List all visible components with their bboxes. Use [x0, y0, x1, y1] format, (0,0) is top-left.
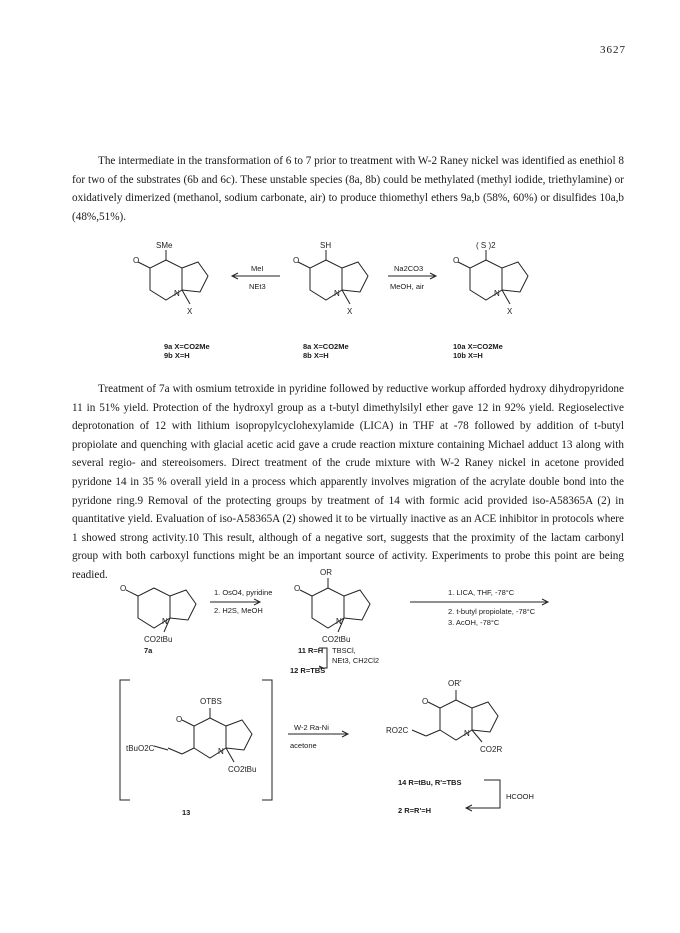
reagent-raney-ni: W-2 Ra-Ni	[294, 723, 329, 732]
reagent-meoh-air: MeOH, air	[390, 282, 425, 291]
label-9b: 9b X=H	[164, 351, 190, 360]
substituent-tbuo2c: tBuO2C	[126, 744, 155, 753]
label-8a: 8a X=CO2Me	[303, 342, 349, 351]
paragraph-methylation	[72, 152, 624, 226]
atom-n: N	[218, 747, 224, 756]
substituent-co2r: CO2R	[480, 745, 503, 754]
substituent-sh: SH	[320, 241, 332, 250]
atom-n: N	[162, 617, 168, 626]
atom-x: X	[187, 307, 193, 316]
atom-x: X	[507, 307, 513, 316]
atom-o: O	[120, 584, 127, 593]
label-11: 11 R=H	[298, 646, 324, 655]
label-10a: 10a X=CO2Me	[453, 342, 503, 351]
atom-x: X	[347, 307, 353, 316]
structure-9	[133, 241, 208, 316]
atom-o: O	[294, 584, 301, 593]
atom-n: N	[336, 617, 342, 626]
label-13: 13	[182, 808, 191, 817]
reagent-mei: MeI	[251, 264, 264, 273]
reagent-na2co3: Na2CO3	[394, 264, 424, 273]
atom-n: N	[494, 289, 500, 298]
atom-n: N	[334, 289, 340, 298]
structure-8	[293, 241, 368, 316]
page-number: 3627	[600, 44, 626, 56]
reagent-net3-ch2cl2: NEt3, CH2Cl2	[332, 656, 380, 665]
atom-o: O	[293, 256, 300, 265]
paragraph-synthesis	[72, 380, 624, 585]
substituent-sme: SMe	[156, 241, 173, 250]
reagent-tbscl: TBSCl,	[332, 646, 356, 655]
atom-o: O	[133, 256, 140, 265]
reagent-step2a: 1. LICA, THF, -78°C	[448, 588, 515, 597]
paragraph-text: The intermediate in the transformation of 6 to 7 prior to treatment with W-2 Raney nickel was identified as enethiol 8 for two of the substrates (6b and 6c). These unstable species (8a, 8b) could be methylated (methyl iodide, triethylamine) or oxidatively dimerized (methanol, sodium carbonate, air) to produce thiomethyl ethers 9a,b (58%, 60%) or disulfides 10a,b (48%,51%).	[72, 155, 624, 223]
label-7a: 7a	[144, 646, 153, 655]
label-9a: 9a X=CO2Me	[164, 342, 210, 351]
structure-7a	[120, 584, 196, 644]
paragraph-text: Treatment of 7a with osmium tetroxide in pyridine followed by reductive workup afforded hydroxy dihydropyridone 11 in 51% yield. Protection of the hydroxyl group as a t-butyl dimethylsilyl ether gave 12 in 92% yield. Regioselective deprotonation of 12 with lithium isopropylcyclohexylamide (LICA) in THF at -78 followed by addition of t-butyl propiolate and quenching with glacial acetic acid gave a crude reaction mixture containing Michael adduct 13 along with several regio- and stereoisomers. Direct treatment of the crude mixture with W-2 Raney nickel in acetone provided pyridone 14 in 35 % overall yield in a process which apparently involves migration of the acrylate double bond into the pyridone ring.9 Removal of the protecting groups by treatment of 14 with formic acid provided iso-A58365A (2) in quantitative yield. Evaluation of iso-A58365A (2) showed it to be virtually inactive as an ACE inhibitor in protocols where 1 showed strong activity.10 This result, although of a negative sort, suggests that the proximity of the lactam carbonyl group with both carboxyl functions might be an important source of activity. Experiments to probe this point are being readied.	[72, 383, 624, 581]
reagent-step2b: 2. t-butyl propiolate, -78°C	[448, 607, 536, 616]
atom-o: O	[176, 715, 183, 724]
label-14: 14 R=tBu, R'=TBS	[398, 778, 462, 787]
substituent-ro2c: RO2C	[386, 726, 409, 735]
reagent-hcooh: HCOOH	[506, 792, 534, 801]
label-12: 12 R=TBS	[290, 666, 326, 675]
label-8b: 8b X=H	[303, 351, 329, 360]
atom-n: N	[174, 289, 180, 298]
structure-13	[126, 697, 256, 774]
label-10b: 10b X=H	[453, 351, 483, 360]
label-2: 2 R=R'=H	[398, 806, 432, 815]
reagent-step2c: 3. AcOH, -78°C	[448, 618, 500, 627]
atom-o: O	[422, 697, 429, 706]
structure-10	[453, 241, 528, 316]
reagent-step1b: 2. H2S, MeOH	[214, 606, 263, 615]
substituent-co2tbu: CO2tBu	[322, 635, 351, 644]
substituent-or: OR	[320, 568, 332, 577]
structure-14-2	[386, 679, 502, 754]
atom-n: N	[464, 729, 470, 738]
atom-o: O	[453, 256, 460, 265]
substituent-otbs: OTBS	[200, 697, 222, 706]
reagent-net3: NEt3	[249, 282, 266, 291]
scheme-1	[120, 238, 570, 338]
substituent-orp: OR'	[448, 679, 462, 688]
structure-11-12	[294, 568, 370, 644]
substituent-co2tbu: CO2tBu	[228, 765, 257, 774]
substituent-co2tbu: CO2tBu	[144, 635, 173, 644]
reagent-step1a: 1. OsO4, pyridine	[214, 588, 273, 597]
substituent-disulfide: ( S )2	[476, 241, 496, 250]
reagent-acetone: acetone	[290, 741, 317, 750]
